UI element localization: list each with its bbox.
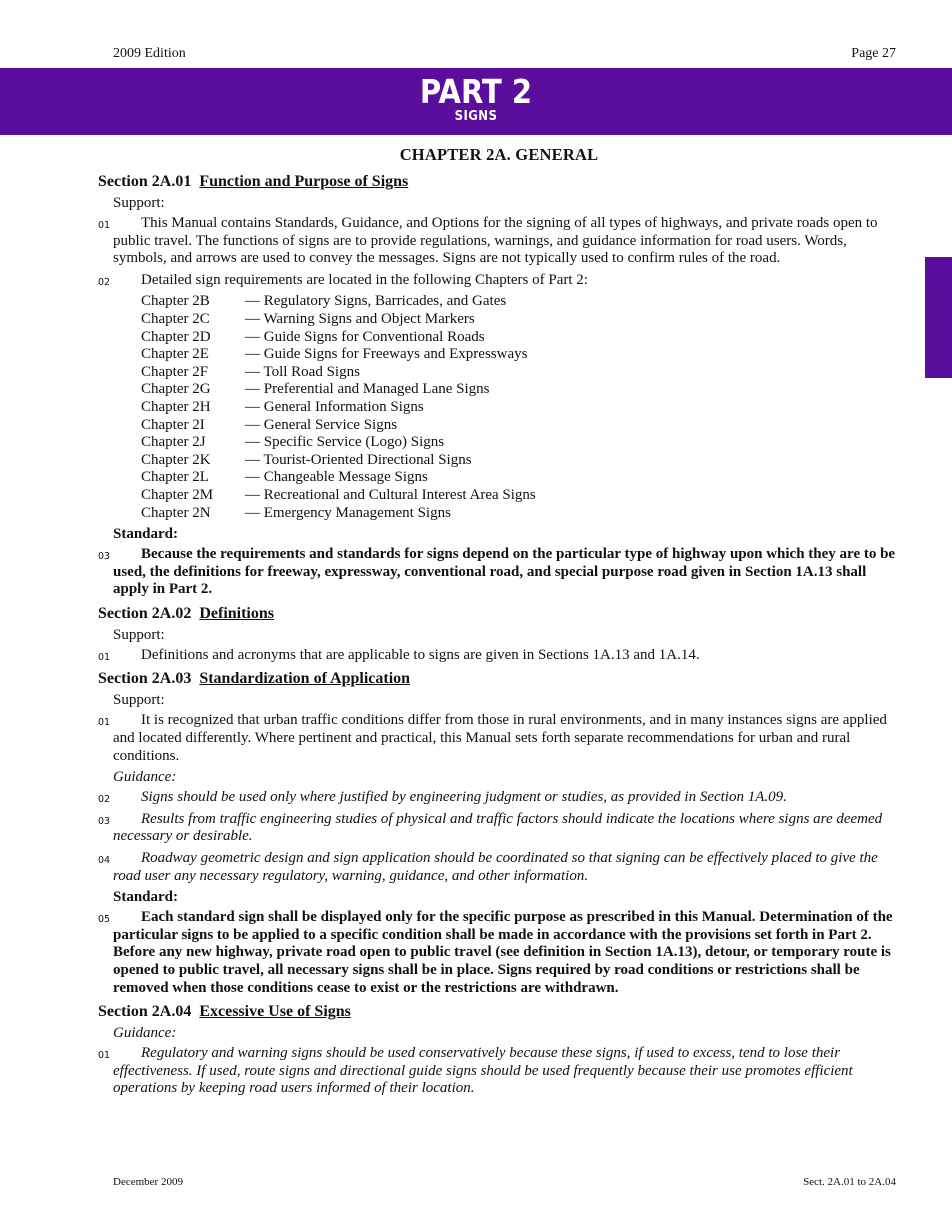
- part-subtitle: SIGNS: [454, 109, 498, 124]
- paragraph-number: 01: [98, 1050, 111, 1062]
- standard-label: Standard:: [113, 889, 179, 906]
- chapter-list-item: [141, 434, 952, 452]
- chapter-name: — General Information Signs: [245, 398, 424, 415]
- paragraph-number: 01: [98, 717, 111, 729]
- chapter-name: — Tourist-Oriented Directional Signs: [245, 451, 472, 468]
- footer-section-range: Sect. 2A.01 to 2A.04: [803, 1176, 896, 1188]
- page-body: [0, 145, 952, 1102]
- footer-date: December 2009: [113, 1176, 183, 1188]
- chapter-list-item: [141, 381, 952, 399]
- chapter-list-item: [141, 364, 952, 382]
- section-number: Section 2A.01: [98, 173, 192, 190]
- paragraph: [98, 909, 896, 997]
- section-title-link[interactable]: Excessive Use of Signs: [199, 1003, 351, 1021]
- paragraph: [98, 1045, 896, 1098]
- section-heading-2a02: [98, 605, 952, 623]
- chapter-name: — Recreational and Cultural Interest Area Signs: [245, 486, 536, 503]
- section-title-link[interactable]: Standardization of Application: [199, 670, 411, 688]
- chapter-list-item: [141, 417, 952, 435]
- chapter-list-item: [141, 487, 952, 505]
- paragraph-text: Roadway geometric design and sign application should be coordinated so that signing can be effectively placed to give the road user any necessary regulatory, warning, guidance, and other information.: [113, 850, 878, 884]
- paragraph-text: This Manual contains Standards, Guidance, and Options for the signing of all types of highways, and private roads open to public travel. The functions of signs are to provide regulations, warnings, and guidance information for road users. Words, symbols, and arrows are used to convey the messages. Signs are not typically used to confirm rules of the road.: [113, 215, 878, 267]
- paragraph: [98, 271, 896, 290]
- chapter-list-item: [141, 329, 952, 347]
- chapter-id: Chapter 2M: [141, 486, 214, 503]
- chapter-list-item: [141, 452, 952, 470]
- paragraph: [98, 646, 896, 665]
- chapter-name: — Specific Service (Logo) Signs: [245, 434, 445, 451]
- chapter-id: Chapter 2L: [141, 469, 209, 486]
- standard-label: Standard:: [113, 526, 179, 543]
- paragraph-text: Each standard sign shall be displayed only for the specific purpose as prescribed in this Manual. Determination of the particular signs to be applied to a specific condition shall be made in accordance with the provisions set forth in Part 2. Before any new highway, private road open to public travel (see definition in Section 1A.13), detour, or temporary route is opened to public travel, all necessary signs shall be in place. Signs required by road conditions or restrictions shall be removed when those conditions cease to exist or the restrictions are withdrawn.: [113, 909, 893, 996]
- chapter-id: Chapter 2B: [141, 293, 210, 310]
- paragraph-number: 04: [98, 855, 111, 867]
- chapter-id: Chapter 2I: [141, 416, 205, 433]
- section-number: Section 2A.04: [98, 1003, 192, 1021]
- paragraph-number: 05: [98, 914, 111, 926]
- part-title: PART 2: [419, 72, 533, 111]
- chapter-id: Chapter 2D: [141, 328, 211, 345]
- part-banner: [0, 68, 952, 135]
- paragraph-text: Signs should be used only where justified by engineering judgment or studies, as provided in Section 1A.09.: [141, 789, 787, 806]
- guidance-label: Guidance:: [113, 769, 177, 786]
- chapter-list-item: [141, 399, 952, 417]
- edition-label: 2009 Edition: [113, 46, 186, 61]
- section-heading-2a03: [98, 670, 952, 688]
- chapter-id: Chapter 2G: [141, 381, 211, 398]
- chapter-id: Chapter 2E: [141, 346, 209, 363]
- chapter-list-item: [141, 346, 952, 364]
- paragraph-number: 02: [98, 276, 111, 288]
- chapter-list-item: [141, 469, 952, 487]
- chapter-name: — General Service Signs: [245, 416, 398, 433]
- paragraph-text: Detailed sign requirements are located in the following Chapters of Part 2:: [141, 271, 588, 288]
- paragraph-number: 03: [98, 551, 111, 563]
- section-title-link[interactable]: Definitions: [199, 604, 274, 622]
- chapter-name: — Toll Road Signs: [245, 363, 360, 380]
- paragraph-text: Because the requirements and standards for signs depend on the particular type of highway upon which they are to be used, the definitions for freeway, expressway, conventional road, and special purpose road given in Section 1A.13 shall apply in Part 2.: [113, 546, 896, 598]
- paragraph: [98, 789, 896, 807]
- paragraph-text: Definitions and acronyms that are applicable to signs are given in Sections 1A.13 and 1A.14.: [141, 646, 700, 663]
- chapter-name: — Warning Signs and Object Markers: [245, 310, 475, 327]
- section-title-link[interactable]: Function and Purpose of Signs: [199, 173, 409, 190]
- paragraph-number: 01: [98, 220, 111, 231]
- chapter-name: — Changeable Message Signs: [245, 469, 428, 486]
- chapter-list-item: [141, 311, 952, 329]
- section-number: Section 2A.03: [98, 670, 192, 688]
- guidance-label: Guidance:: [113, 1025, 177, 1042]
- paragraph: [98, 546, 896, 599]
- chapter-title: CHAPTER 2A. GENERAL: [399, 145, 599, 164]
- support-label: Support:: [113, 195, 165, 211]
- paragraph-text: Regulatory and warning signs should be used conservatively because these signs, if used to excess, tend to lose their effectiveness. If used, route signs and directional guide signs should be used frequently because their use promotes efficient operations by keeping road users informed of their location.: [113, 1045, 853, 1097]
- chapter-id: Chapter 2J: [141, 434, 206, 451]
- paragraph-text: It is recognized that urban traffic conditions differ from those in rural environments, and in many instances signs are applied and located differently. Where pertinent and practical, this Manual sets forth separate recommendations for urban and rural conditions.: [113, 712, 887, 764]
- chapter-name: — Preferential and Managed Lane Signs: [245, 381, 490, 398]
- chapter-id: Chapter 2N: [141, 504, 211, 521]
- chapter-list-item: [141, 293, 952, 311]
- paragraph: [98, 850, 896, 885]
- section-heading-2a01: [98, 173, 952, 191]
- chapter-id: Chapter 2K: [141, 451, 211, 468]
- paragraph: [98, 810, 896, 846]
- paragraph-number: 01: [98, 651, 111, 663]
- chapter-id: Chapter 2H: [141, 398, 211, 415]
- paragraph: [98, 712, 896, 765]
- paragraph: [98, 215, 896, 268]
- chapter-list-item: [141, 505, 952, 523]
- chapter-id: Chapter 2C: [141, 310, 210, 327]
- paragraph-number: 02: [98, 794, 111, 806]
- support-label: Support:: [113, 626, 165, 643]
- chapter-id: Chapter 2F: [141, 363, 209, 380]
- chapter-name: — Emergency Management Signs: [245, 504, 451, 521]
- paragraph-number: 03: [98, 815, 111, 827]
- support-label: Support:: [113, 692, 165, 709]
- chapter-list: [141, 293, 952, 522]
- chapter-name: — Regulatory Signs, Barricades, and Gates: [245, 293, 507, 310]
- section-number: Section 2A.02: [98, 604, 192, 622]
- section-heading-2a04: [98, 1003, 952, 1021]
- chapter-name: — Guide Signs for Freeways and Expressways: [245, 346, 528, 363]
- paragraph-text: Results from traffic engineering studies of physical and traffic factors should indicate the locations where signs are deemed necessary or desirable.: [113, 810, 883, 845]
- page-number: Page 27: [851, 46, 896, 61]
- chapter-name: — Guide Signs for Conventional Roads: [245, 328, 485, 345]
